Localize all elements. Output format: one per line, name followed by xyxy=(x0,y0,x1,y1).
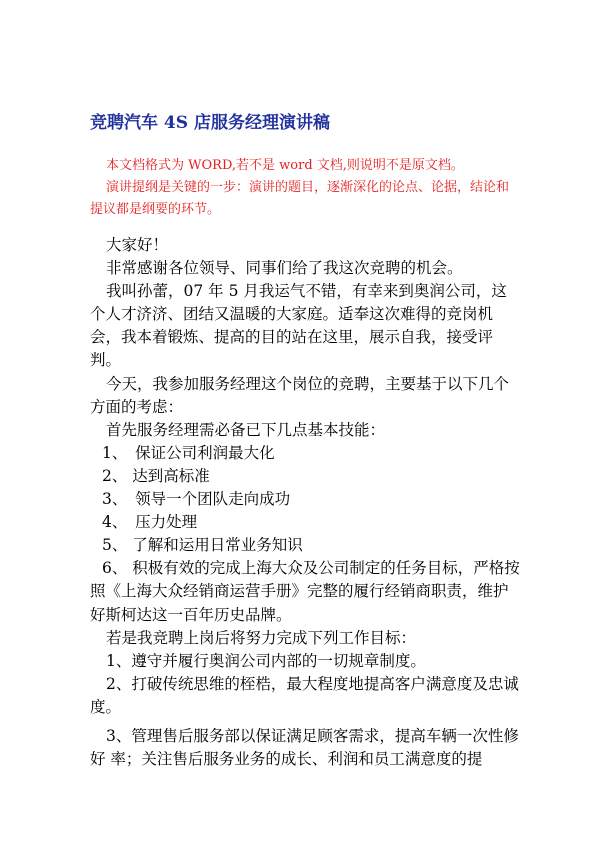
skill-item-6: 6、 积极有效的完成上海大众及公司制定的任务目标，严格按照《上海大众经销商运营手册》完整的履行经销商职责，维护好斯柯达这一百年历史品牌。 xyxy=(90,559,520,624)
paragraph-greeting: 大家好！ xyxy=(106,236,169,254)
notice-line-1: 本文档格式为 WORD,若不是 word 文档,则说明不是原文档。 xyxy=(106,158,464,173)
format-notice xyxy=(90,155,515,221)
goal-item-2: 2、打破传统思维的桎梏，最大程度地提高客户满意度及忠诚度。 xyxy=(90,674,519,716)
paragraph-intro: 我叫孙蕾，07 年 5 月我运气不错，有幸来到奥润公司，这个人才济济、团结又温暖的大家庭。适奉这次难得的竞岗机会，我本着锻炼、提高的目的站在这里，展示自我，接受评判。 xyxy=(90,282,507,370)
speech-body xyxy=(90,234,520,771)
paragraph-skills-heading: 首先服务经理需必备已下几点基本技能： xyxy=(106,420,386,439)
goal-item-1: 1、遵守并履行奥润公司内部的一切规章制度。 xyxy=(106,651,426,670)
skill-item-2: 2、 达到高标准 xyxy=(102,466,210,485)
skill-item-5: 5、 了解和运用日常业务知识 xyxy=(102,536,303,555)
skill-item-1: 1、 保证公司利润最大化 xyxy=(102,443,275,462)
notice-line-2: 演讲提纲是关键的一步：演讲的题目，逐渐深化的论点、论据，结论和提议都是纲要的环节。 xyxy=(90,180,510,217)
skill-item-3: 3、 领导一个团队走向成功 xyxy=(102,490,291,509)
paragraph-goals-heading: 若是我竞聘上岗后将努力完成下列工作目标： xyxy=(106,628,417,647)
paragraph-today: 今天，我参加服务经理这个岗位的竞聘，主要基于以下几个方面的考虑： xyxy=(90,374,510,416)
paragraph-thanks: 非常感谢各位领导、同事们给了我这次竞聘的机会。 xyxy=(106,259,463,278)
goal-item-3: 3、管理售后服务部以保证满足顾客需求，提高车辆一次性修好 率；关注售后服务业务的成长、利润和员工满意度的提 xyxy=(90,726,519,769)
document-title: 竞聘汽车 4S 店服务经理演讲稿 xyxy=(90,113,330,133)
skill-item-4: 4、 压力处理 xyxy=(102,513,198,532)
